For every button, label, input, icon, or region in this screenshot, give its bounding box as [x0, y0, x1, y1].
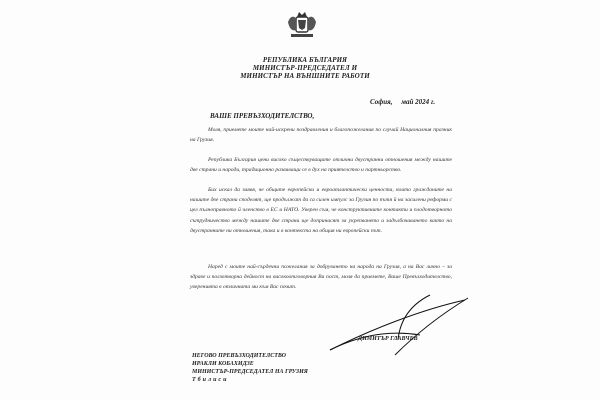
- recipient-city: Тбилиси: [192, 377, 229, 383]
- paragraph: Наред с моите най-сърдечни пожелания за добруването на народа на Грузия, а на Вас лично – за здраве и ползотворна дейност на високоотговорния Ви пост, моля да приемете, Ваше Превъзходителство, уверенията в отличната ми към Вас почит.: [190, 264, 452, 291]
- header-line-3: МИНИСТЪР НА ВЪНШНИТЕ РАБОТИ: [240, 72, 370, 80]
- paragraph: Бих искал да заявя, че общите европейски и евроатлантически ценности, които гражданите на нашите две страни споделят, ще продължат да са силен импулс за Грузия по пътя й на засилени реформи с цел пълноправното й членство в ЕС и НАТО. Уверен съм, че конструктивните контакти и плодотворното сътрудничество между нашите две страни ще допринасят за укрепването и задълбочаването както на двустранните ни отношения, така и в контекста на общия ни европейски път.: [190, 187, 452, 234]
- signatory-name: ДИМИТЪР ГЛАВЧЕВ: [358, 336, 418, 342]
- letter-date: София, май 2024 г.: [370, 98, 436, 106]
- recipient-line-2: ИРАКЛИ КОБАХИДЗЕ: [192, 361, 254, 367]
- handwritten-signature: [320, 290, 470, 360]
- salutation: ВАШЕ ПРЕВЪЗХОДИТЕЛСТВО,: [210, 112, 315, 120]
- paragraph: Моля, приемете моите най-искрени поздравления и благопожелания по случай Националния празник на Грузия.: [190, 127, 452, 144]
- paragraph: Република България цени високо съществуващите отлични двустранни отношения между нашите две страни и народи, традиционно развиващи се в дух на приятелство и партньорство.: [190, 157, 452, 174]
- header-line-1: РЕПУБЛИКА БЪЛГАРИЯ: [262, 56, 348, 64]
- recipient-line-3: МИНИСТЪР-ПРЕДСЕДАТЕЛ НА ГРУЗИЯ: [192, 369, 308, 375]
- recipient-line-1: НЕГОВО ПРЕВЪЗХОДИТЕЛСТВО: [192, 353, 286, 359]
- coat-of-arms-icon: [285, 10, 319, 40]
- header-line-2: МИНИСТЪР-ПРЕДСЕДАТЕЛ И: [252, 64, 358, 72]
